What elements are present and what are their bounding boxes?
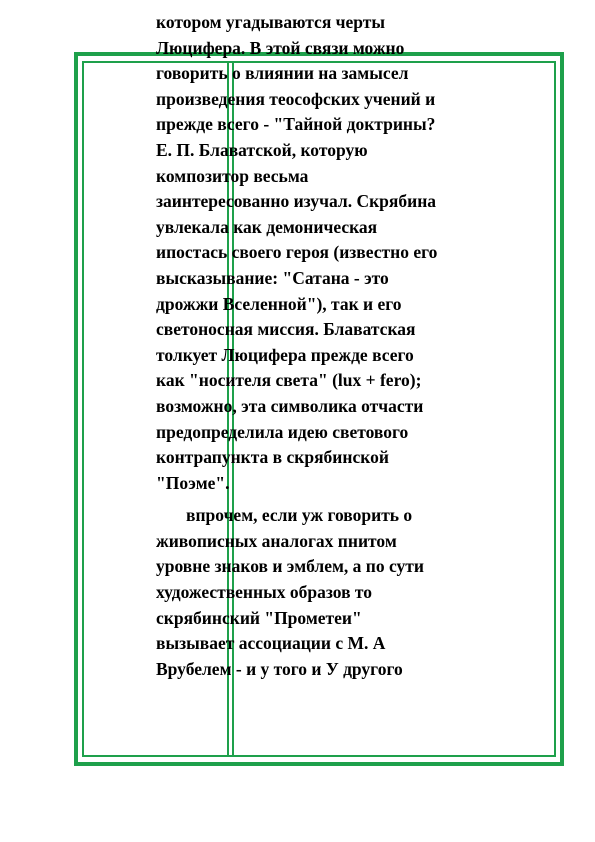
text-line: вызывает ассоциации с М. А — [156, 633, 386, 654]
text-line: как "носителя света" (lux + fero); — [156, 370, 422, 391]
text-line: композитор весьма — [156, 165, 309, 186]
text-line: живописных аналогах пнитом — [156, 530, 397, 551]
text-line: прежде всего - "Тайной доктрины? — [156, 114, 436, 135]
text-line: высказывание: "Сатана - это — [156, 267, 389, 288]
text-line: Врубелем - и у того и У другого — [156, 658, 403, 679]
text-line: ипостась своего героя (известно его — [156, 242, 438, 263]
text-line: уровне знаков и эмблем, а по сути — [156, 556, 424, 577]
text-line: Люцифера. В этой связи можно — [156, 37, 405, 58]
text-cell — [156, 10, 486, 682]
text-line: произведения теософских учений и — [156, 88, 436, 109]
text-line: художественных образов то — [156, 582, 373, 603]
text-line: Е. П. Блаватской, которую — [156, 139, 368, 160]
text-line: заинтересованно изучал. Скрябина — [156, 191, 437, 212]
text-line: светоносная миссия. Блаватская — [156, 319, 416, 340]
text-line: "Поэме". — [156, 472, 230, 493]
text-line: говорить о влиянии на замысел — [156, 63, 409, 84]
text-line: предопределила идею светового — [156, 421, 409, 442]
text-line: контрапункта в скрябинской — [156, 447, 389, 468]
text-line: возможно, эта символика отчасти — [156, 395, 424, 416]
text-line: увлекала как демоническая — [156, 216, 378, 237]
text-line: дрожжи Вселенной"), так и его — [156, 293, 402, 314]
text-line: котором угадываются черты — [156, 12, 386, 32]
text-line: скрябинский "Прометеи" — [156, 607, 362, 628]
text-line: впрочем, если уж говорить о — [186, 505, 413, 526]
paragraph-gap — [156, 496, 486, 503]
text-line: толкует Люцифера прежде всего — [156, 344, 414, 365]
